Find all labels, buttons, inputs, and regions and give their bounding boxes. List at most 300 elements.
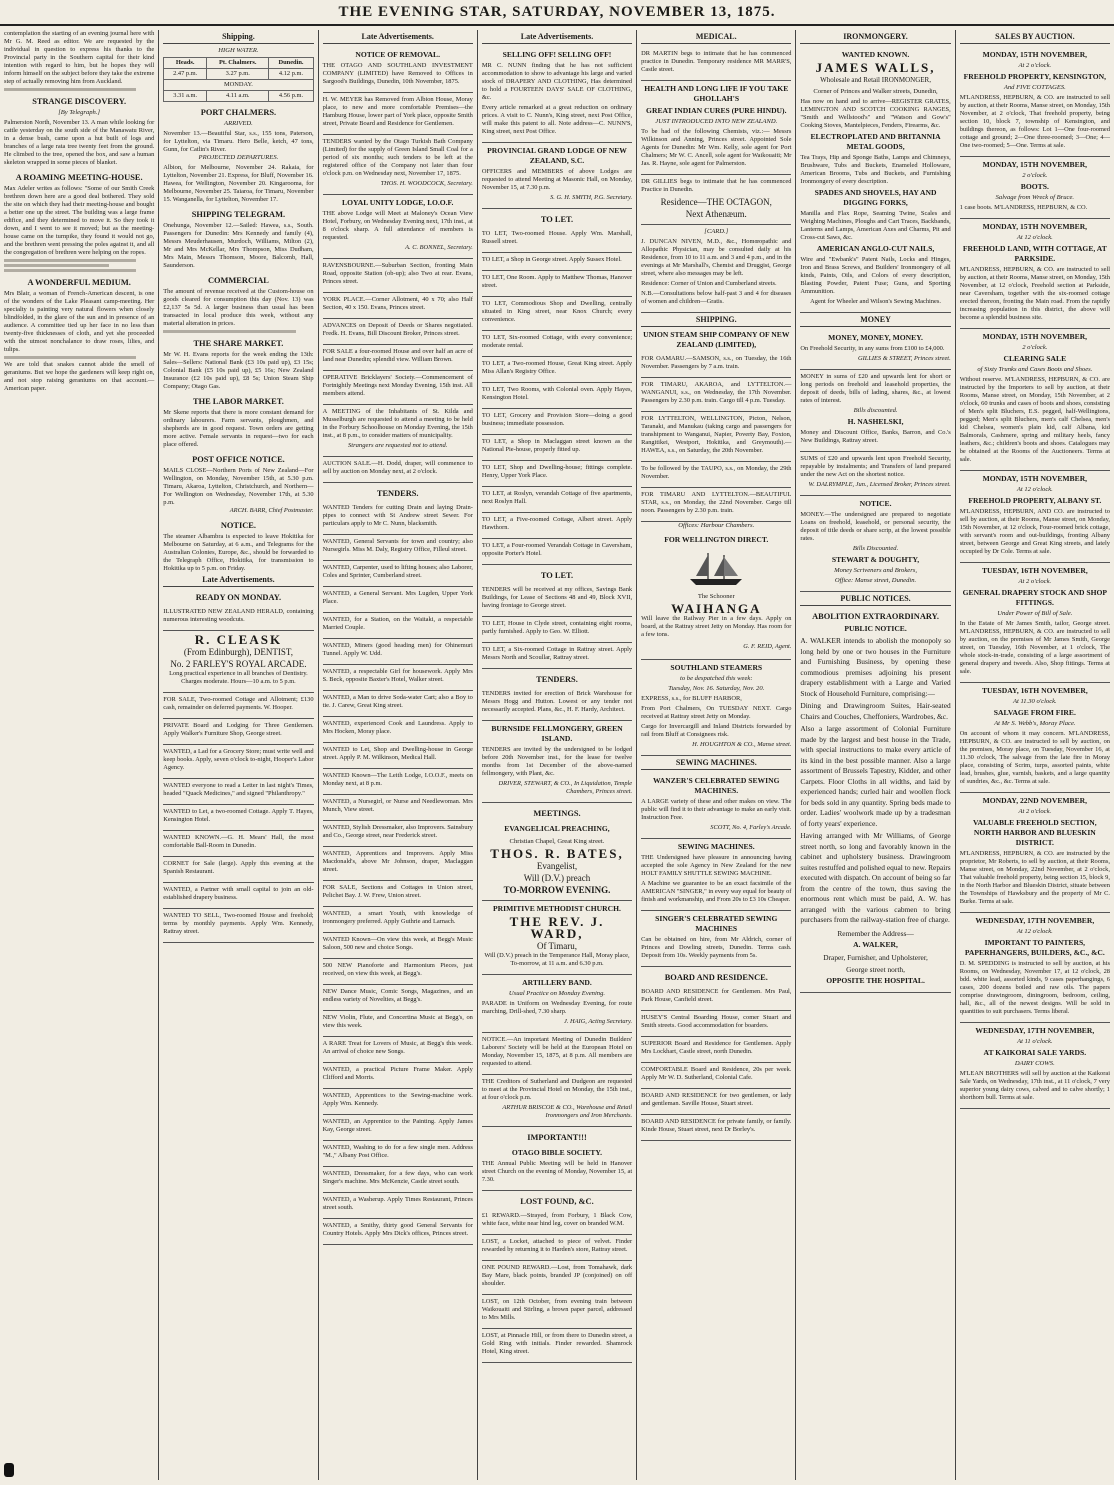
ad-text: ILLUSTRATED NEW ZEALAND HERALD, containing numerous interesting woodcuts. — [163, 608, 314, 623]
classified-ad — [323, 1193, 473, 1219]
classified-ad — [323, 613, 473, 639]
ad-text: TO LET, a Five-roomed Cottage, Albert street. Apply Hawthorn. — [481, 516, 633, 531]
ad-tenders-offices — [482, 583, 632, 617]
to-let-ad — [482, 461, 632, 487]
sale-date: MONDAY, 15TH NOVEMBER, — [982, 50, 1088, 59]
ad-title: WANTED KNOWN. — [841, 50, 910, 59]
wanted-ads-list — [323, 535, 473, 1245]
ad-title: MONEY, MONEY, MONEY. — [828, 333, 923, 342]
ad-text: CORNET for Sale (large). Apply this evening at the Spanish Restaurant. — [163, 860, 314, 875]
board-list — [641, 985, 791, 1141]
to-let-ad — [482, 383, 632, 409]
ad-text: WANTED, an Apprentice to the Painting. Apply James Kay, George street. — [322, 1118, 473, 1133]
sale-sub: At Mr S. Webb's, Moray Place. — [994, 720, 1076, 727]
lost-found-ad — [482, 1209, 632, 1235]
ad-text: Money and Discount Office, Banks, Barron, and Co.'s New Buildings, Rattray street. — [800, 429, 951, 444]
sale-body: M'LEAN BROTHERS will sell by auction at the Kaikorai Sale Yards, on Wednesday, 17th inst., at 11 o'clock, 7 very superior young dairy cows, calved and to calve shortly; 1 shorthorn bull. Terms at sale. — [959, 1070, 1110, 1101]
ironmongery-head: IRONMONGERY. — [800, 30, 950, 44]
ad-text: MR C. NUNN finding that he has not sufficient accommodation to show to advantage his large and varied stock of DRAPERY AND CLOTHING, Has determined to hold a FOURTEEN DAYS' SALE OF CLOTHING, &c. — [481, 62, 633, 101]
ad-title: SELLING OFF! SELLING OFF! — [502, 50, 612, 59]
ad-text: FOR TIMARU AND LYTTELTON.—BEAUTIFUL STAR, s.s., on Monday, the 22nd November. Cargo till noon. Passengers by 2.30 p.m. train. — [641, 491, 792, 514]
ad-text: WANTED, Stylish Dressmaker, also Improvers. Sainsbury and Co., George street, near Frederick street. — [322, 824, 473, 839]
ad-text: TENDERS invited for erection of Brick Warehouse for Messrs Hogg and Hutton. Lowest or any tender not necessarily accepted. Plans, &c., H. F. Hardy, Architect. — [481, 690, 633, 713]
ad-text: AUCTION SALE.—H. Dodd, draper, will commence to sell by auction on Monday next, at 2 o'clock. — [322, 460, 473, 475]
article-strange-discovery: Palmerston North, November 13. A man while looking for cattle yesterday on the south side of the Manawatu River, in a dense bush, came upon a hut built of logs and branches of a large rata tree twenty feet from the ground. He climbed to the tree, opened the box, and saw a human skeleton wrapped in some pieces of blanket. — [4, 119, 155, 166]
ad-meyer — [323, 93, 473, 135]
ad-title: NOTICE OF REMOVAL. — [355, 50, 440, 59]
sale-sub: Under Power of Bill of Sale. — [997, 610, 1073, 617]
sale-body: M'LANDRESS, HEPBURN, & CO. are instructed to sell by auction, at their Rooms, Manse street, on Monday, 15th November, at 12 o'clock, Freehold section at Parkside, near Caversham, together with the six-roomed cottage erected thereon, fronting the Main road. From the rapidly increasing population in this district, the above will become a splendid business site. — [959, 266, 1110, 321]
sales-by-auction-head: SALES BY AUCTION. — [960, 30, 1110, 44]
labour-market-head: THE LABOR MARKET. — [193, 397, 284, 406]
ad-sign: THOS. H. WOODCOCK, Secretary. — [380, 180, 473, 187]
ad-text: ONE POUND REWARD.—Lost, from Tomahawk, dark Bay Mare, black points, branded JP (conjoined) on off shoulder. — [481, 1264, 633, 1287]
ad-text: Has now on hand and to arrive—REGISTER GRATES, LEMINGTON AND SCOTCH COOKING RANGES, "Smith and Wellstood's" and "Watson and Gow's" Cooking Stoves, Mantelpieces, Fenders, Firearms, &c. — [800, 98, 951, 129]
board-ad — [641, 1115, 791, 1141]
classified-ad — [323, 535, 473, 561]
ad-text: PARADE in Uniform on Wednesday Evening, for route marching, Drill-shed, 7.30 sharp. — [481, 1000, 633, 1015]
ad-text: WANTED, a respectable Girl for housework. Apply Mrs S. Beck, opposite Baxter's Hotel, Walker street. — [322, 668, 473, 683]
auction-sale — [960, 683, 1110, 793]
classified-ad — [323, 847, 473, 881]
ad-text: Will leave the Railway Pier in a few days. Apply on board, at the Rattray street Jetty on Monday. Has room for a few tons. — [641, 615, 792, 638]
meetings-head: MEETINGS. — [533, 809, 581, 818]
ad-for-sale — [163, 693, 313, 719]
ad-text: N.B.—Consultations below half-past 3 and 4 for diseases of women and children—Gratis. — [641, 290, 792, 305]
ad-text: WANTED, a Nursegirl, or Nurse and Needlewoman. Mrs Munch, View street. — [322, 798, 473, 813]
ad-meeting-st-kilda — [323, 405, 473, 457]
ad-text: WANTED, a Smithy, thirty good General Servants for Country Hotels. Apply Mrs Dick's offices, Princes street. — [322, 1222, 473, 1237]
ad-text: LOST, a Locket, attached to piece of velvet. Finder rewarded by returning it to Harden's store, Rattray street. — [481, 1238, 633, 1253]
ad-bible-society — [482, 1145, 632, 1191]
ad-builders-laborers — [482, 1033, 632, 1075]
ad-text: THE Undersigned have pleasure in announcing having accepted the sole Agency in New Zealand for the new HOLT FAMILY SHUTTLE SEWING MACHINE. — [641, 854, 792, 877]
classified-ad — [323, 691, 473, 717]
schooner-label: The Schooner — [697, 593, 735, 600]
ad-text: WANTED, a Partner with small capital to join an old-established drapery business. — [163, 886, 314, 901]
post-office-sign: ARCH. BARR, Chief Postmaster. — [229, 507, 314, 514]
sale-title: BOOTS. — [1020, 182, 1049, 191]
sailing-ad — [641, 378, 791, 412]
sale-title: AT KAIKORAI SALE YARDS. — [983, 1048, 1087, 1057]
tide-table — [163, 57, 313, 102]
ad-text: TO LET, a Shop in George street. Apply Sussex Hotel. — [481, 256, 622, 263]
notice-body: The steamer Albambra is expected to leave Hokitika for Melbourne on Saturday, at 6 a.m., and Telegrams for the Australian Colonies, Europe, &c., should be forwarded to the Telegraph Office, Hokitika, for transmission to Hokitika up to 5 p.m. on Friday. — [163, 533, 314, 572]
sale-title: FREEHOLD PROPERTY, KENSINGTON, — [963, 72, 1106, 81]
ad-residence: Residence—THE OCTAGON, — [660, 197, 772, 207]
ad-wellington-direct — [641, 532, 791, 660]
headline-roaming-meeting-house: A ROAMING MEETING-HOUSE. — [15, 173, 143, 182]
ad-title: BURNSIDE FELLMONGERY, GREEN ISLAND. — [491, 724, 623, 743]
ad-artillery-band — [482, 975, 632, 1033]
ad-text: NEW Dance Music, Comic Songs, Magazines, and an endless variety of Novelties, at Begg's. — [322, 988, 473, 1003]
ad-list: Dining and Drawingroom Suites, Hair-seated Chairs and Couches, Cheffoniers, Wardrobes, &c. — [800, 701, 951, 721]
ad-wanted-grocery — [163, 745, 313, 779]
ad-text: A Machine we guarantee to be an exact facsimile of the AMERICAN "SINGER," in every way equal for beauty of finish and workmanship, and From 20s to £3 10s Cheaper. — [641, 880, 792, 903]
ad-selling-off — [482, 47, 632, 143]
tide-cell: 3.31 a.m. — [164, 91, 207, 102]
ad-sign: S. G. H. SMITH, P.G. Secretary. — [550, 194, 633, 201]
to-let-ad — [482, 357, 632, 383]
ad-title: PUBLIC NOTICE. — [844, 624, 907, 633]
ad-james-walls — [800, 47, 950, 313]
commercial-head: COMMERCIAL — [207, 276, 269, 285]
text-rule — [4, 264, 109, 267]
classified-ad — [323, 1167, 473, 1193]
post-office-body: MAILS CLOSE—Northern Ports of New Zealand—For Wellington, on Monday, November 15th, at 5.30 p.m. Timaru, Akaroa, Lyttelton, Christchurch, and Northern—For Wellington on Wednesday, November 17th, at 5.30 p.m. — [163, 467, 314, 506]
page-columns — [0, 30, 1114, 1480]
column-3 — [319, 30, 478, 1480]
ad-text: WANTED TO SELL, Two-roomed House and freehold; terms by monthly payments. Apply Wm. Kennedy, Rattray street. — [163, 912, 314, 935]
classified-ad — [323, 743, 473, 769]
ad-text: Can be obtained on hire, from Mr Aldrich, corner of Princes and Dowling streets, Dunedin. Terms cash. Deposit from 10s. Weekly payments from 5s. — [641, 936, 792, 959]
ad-singers — [641, 911, 791, 967]
article-wonderful-medium: Mrs Blair, a woman of French-American descent, is one of the wonders of the Lake Pleasant camp-meeting. Her specialty is painting very natural flowers when closely blindfolded, in the glare of the sun and in presence of an audience. A committee tied up her face in no less than twenty-five thicknesses of cloth, and yet she proceeded with the utmost nonchalance to draw roses, lilies, and tulips. — [4, 290, 155, 353]
sale-date: MONDAY, 15TH NOVEMBER, — [982, 222, 1088, 231]
union-steam-ship: UNION STEAM SHIP COMPANY OF NEW ZEALAND (LIMITED), — [643, 330, 790, 349]
ad-title: PRIMITIVE METHODIST CHURCH. — [493, 904, 621, 913]
ad-text: WANTED, a Lad for a Grocery Store; must write well and keep books. Apply, seven o'clock to-night, Hooper's Labor Agency. — [163, 748, 314, 771]
classified-ad — [323, 587, 473, 613]
ad-note: Agent for Wheeler and Wilson's Sewing Machines. — [810, 298, 941, 305]
ad-text: Every article remarked at a great reduction on ordinary prices. A visit to C. Nunn's, King street, next Post Office, will make this patent to all. Note address—C. NUNN'S, King street, next Post Office. — [481, 104, 633, 135]
ad-text: WANTED to Let, Shop and Dwelling-house in George street. Apply P. M. Wilkinson, Medical Hall. — [322, 746, 473, 761]
ad-text: A MEETING of the Inhabitants of St. Kilda and Musselburgh are requested to attend a meeting to be held in the Forbury Schoolhouse on Monday Evening, the 15th inst., at 8 p.m., to consider matters of municipality. — [322, 408, 473, 439]
text-rule — [4, 88, 136, 91]
to-let-ad — [482, 539, 632, 565]
ad-money-dalrymple — [800, 452, 950, 496]
to-let-ad — [482, 513, 632, 539]
ad-text: WANTED KNOWN.—G. H. Mears' Hall, the most comfortable Ball-Room in Dunedin. — [163, 834, 314, 849]
ad-text: LOST, at Pinnacle Hill, or from there to Dunedin street, a Gold Ring with initials. Finder rewarded. Shamrock Hotel, King street. — [481, 1332, 633, 1355]
text-rule — [163, 330, 295, 333]
ad-text: TO LET, Grocery and Provision Store—doing a good business; immediate possession. — [481, 412, 633, 427]
sailing-ad — [641, 352, 791, 378]
ad-evangelical — [482, 821, 632, 901]
ad-dr-martin — [641, 47, 791, 81]
ad-title: OTAGO BIBLE SOCIETY. — [511, 1148, 603, 1157]
sale-date: MONDAY, 22ND NOVEMBER, — [982, 796, 1088, 805]
classified-ad — [323, 881, 473, 907]
ad-text: YORK PLACE.—Corner Allotment, 40 x 70; also Half Section, 40 x 150. Evans, Princes street. — [322, 296, 473, 311]
classified-ad — [323, 795, 473, 821]
to-let-ad — [482, 617, 632, 643]
to-let-ad — [482, 253, 632, 271]
classified-ad — [323, 665, 473, 691]
classified-ad — [323, 1063, 473, 1089]
ad-title: H. NASHELSKI, — [847, 417, 904, 426]
ad-card: [CARD.] — [704, 228, 729, 235]
ad-text: THE Creditors of Sutherland and Dudgeon are requested to meet at the Provincial Hotel on Monday, the 15th inst., at four o'clock p.m. — [481, 1078, 633, 1101]
ad-title: AMERICAN ANGLO-CUT NAILS, — [816, 244, 935, 253]
merchant-name: JAMES WALLS, — [815, 60, 936, 75]
ad-burnside — [482, 721, 632, 803]
auction-sale — [960, 329, 1110, 471]
ad-primitive-methodist — [482, 901, 632, 975]
column-5 — [637, 30, 796, 1480]
sale-title: GENERAL DRAPERY STOCK AND SHOP FITTINGS. — [962, 588, 1108, 607]
ad-text: TO LET, a Shop in Maclaggan street known as the National Pie-house, properly fitted up. — [481, 438, 633, 453]
classified-ad — [323, 933, 473, 959]
ink-mark — [4, 1463, 14, 1477]
headline-wonderful-medium: A WONDERFUL MEDIUM. — [27, 278, 131, 287]
sale-title: IMPORTANT TO PAINTERS, PAPERHANGERS, BUILDERS, &C., &C. — [964, 938, 1105, 957]
classified-ad — [323, 769, 473, 795]
labour-market-body: Mr Skene reports that there is more constant demand for ordinary labourers. Farm servants, ploughmen, and shepherds are in good request. Town orders are getting more active. Female servants in request—two for each place offered. — [163, 409, 314, 448]
sale-title: SALVAGE FROM FIRE. — [993, 708, 1076, 717]
column-1 — [0, 30, 159, 1480]
ad-text: Wire and "Ewbank's" Patent Nails, Locks and Hinges, Iron and Brass Screws, and Builders' Ironmongery of all kinds, Paints, Oils, and Colors of every description, Blasting Powder, Patent Fuse; Guns, and Sporting Ammunition. — [800, 256, 951, 295]
ad-provincial-grand-lodge — [482, 143, 632, 209]
ad-note: Strangers are requested not to attend. — [347, 442, 448, 449]
ad-holt-machine — [641, 839, 791, 911]
ad-text: Cargo for Invercargill and Inland Districts forwarded by rail from Bluff at Consignees risk. — [641, 723, 792, 738]
article-roaming-meeting-house: Max Adeler writes as follows: "Some of our Smith Creek brethren down here are a good deal bothered. They sold the site on which they had their meeting-house and bought a better one up the street. The building was a large frame edifice, and they determined to move it. So they took it down, and I went to see it moved; but as the meeting-house came on the turnpike, they found it would not go, and the brethren went pressing the poles against it, and all the congregation of brethren were helping on the ropes. — [4, 185, 155, 256]
lost-found-head: LOST FOUND, &C. — [520, 1197, 594, 1206]
money-head: MONEY — [800, 313, 950, 327]
ad-tenders-turkish-bath — [323, 135, 473, 195]
ad-wanted-letter — [163, 779, 313, 805]
dentist-role: (From Edinburgh), DENTIST, — [183, 647, 293, 657]
byline: [By Telegraph.] — [58, 109, 101, 116]
ad-text: TO LET, a Two-roomed House, Great King street. Apply Miss Allan's Registry Office. — [481, 360, 633, 375]
classified-ad — [323, 1089, 473, 1115]
ad-text: WANTED, experienced Cook and Laundress. Apply to Mrs Hocken, Moray place. — [322, 720, 473, 735]
ad-sign: H. HOUGHTON & CO., Manse street. — [692, 741, 792, 748]
ad-dr-niven — [641, 225, 791, 313]
sale-title: VALUABLE FREEHOLD SECTION, NORTH HARBOR AND BLUESKIN DISTRICT. — [972, 818, 1097, 847]
classified-ad — [323, 1141, 473, 1167]
ad-text: To be had of the following Chemists, viz.:— Messrs Wilkinson and Anning, Princes street. Appointed Sole Agents for Dunedin: Mr Wm. Kelly, sole agent for Port Chalmers; Mr W. C. Ancell, sole agent for Waikouaiti; Mr Jas. R. Hayne, sole agent for Palmerston. — [641, 128, 792, 167]
ad-title: ABOLITION EXTRAORDINARY. — [812, 612, 939, 621]
ad-title: PROVINCIAL GRAND LODGE OF NEW ZEALAND, S.C. — [487, 146, 627, 165]
ad-remember: Remember the Address— — [837, 928, 914, 938]
sale-sub: Salvage from Wreck of Bruce. — [995, 194, 1075, 201]
ad-tenders-brick — [482, 687, 632, 721]
tenders-head: TENDERS. — [536, 675, 578, 684]
sale-date: MONDAY, 15TH NOVEMBER, — [982, 474, 1088, 483]
ad-text: BOARD AND RESIDENCE for two gentlemen, or lady and gentleman. Saville House, Stuart street. — [641, 1092, 792, 1107]
ad-text: FOR LYTTELTON, WELLINGTON, Picton, Nelson, Taranaki, and Manukau (taking cargo and passengers for transhipment to Wanganui, Napier, Poverty Bay, Foxton, Rangitikei, Westport, Hokitika, and Greymouth).—HAWEA, s.s., on Saturday, the 20th November. — [641, 415, 792, 454]
sale-body: D. M. SPEDDING is instructed to sell by auction, at his Rooms, on Wednesday, November 17, at 12 o'clock, 28 bdd. white lead, assorted kinds, 9 cases paperhangings, 6 cases, 200 dozens boiled and raw oils. The papers comprise drawingroom, diningroom, bedroom, ceiling, hall, &c., all of the newest designs. Will be sold in quantities to suit purchasers. Terms liberal. — [959, 960, 1110, 1015]
ad-text: WANTED, Apprentices to the Sewing-machine work. Apply Wm. Kennedy. — [322, 1092, 473, 1107]
ad-text: FOR SALE a four-roomed House and over half an acre of land near Dunedin; splendid view. William Brown. — [322, 348, 473, 363]
sale-date: WEDNESDAY, 17TH NOVEMBER, — [975, 1026, 1095, 1035]
ad-note: Bills discounted. — [853, 407, 898, 414]
sewing-machines-head: SEWING MACHINES. — [641, 756, 791, 770]
public-notices-head: PUBLIC NOTICES. — [800, 592, 950, 606]
ad-title: FOR WELLINGTON DIRECT. — [664, 535, 769, 544]
board-ad — [641, 1063, 791, 1089]
sale-time: At 12 o'clock. — [1016, 928, 1053, 935]
ad-dr-gillies — [641, 175, 791, 225]
ad-title: EVANGELICAL PREACHING, — [504, 824, 610, 833]
ad-title: GREAT INDIAN CURES (PURE HINDU). — [646, 106, 787, 115]
tide-caption: HIGH WATER. — [218, 47, 259, 54]
sale-time: At 2 o'clock. — [1018, 578, 1052, 585]
ad-sub: Christian Chapel, Great King street. — [509, 838, 605, 845]
sale-time: 2 o'clock. — [1022, 344, 1048, 351]
ad-sign: DRIVER, STEWART, & CO., In Liquidation, Temple Chambers, Princes street. — [498, 780, 633, 795]
ad-text: From Port Chalmers, On TUESDAY NEXT. Cargo received at Rattray street Jetty on Monday. — [641, 705, 792, 720]
sale-date: MONDAY, 15TH NOVEMBER, — [982, 332, 1088, 341]
dentist-name: R. CLEASK — [194, 632, 283, 647]
sale-time: 2 o'clock. — [1022, 172, 1048, 179]
ad-text: OPERATIVE Bricklayers' Society.—Commencement of Fortnightly Meetings next Monday Evening, 15th inst. All members attend. — [322, 374, 473, 397]
classified-ad — [323, 959, 473, 985]
sailings-list — [641, 352, 791, 522]
ad-ghollah — [641, 81, 791, 175]
ad-times: Tuesday, Nov. 16. Saturday, Nov. 20. — [668, 685, 765, 692]
ad-sign: W. DALRYMPLE, Jun., Licensed Broker, Princes street. — [808, 481, 951, 488]
ad-next: Next Athenæum. — [685, 209, 747, 219]
tide-col-dunedin: Dunedin. — [269, 58, 313, 69]
ad-text: LOST, on 12th October, from evening train between Waikouaiti and Stirling, a brown paper parcel, addressed to Mrs Mills. — [481, 1298, 633, 1321]
ad-text: THE Annual Public Meeting will be held in Hanover street Church on the evening of Monday, November 15, at 7.30. — [481, 1160, 633, 1183]
ad-text: TO LET, Six-roomed Cottage, with every convenience; moderate rental. — [481, 334, 633, 349]
ad-text: A. WALKER intends to abolish the monopoly so long held by one or two houses in the Furniture and Furnishing Business, by opening these commodious premises adjoining his present drapery establishment with a Large and Varied Stock of Household Furniture, comprising:— — [800, 636, 951, 698]
ad-text: Manilla and Flax Rope, Seaming Twine, Scales and Weighing Machines, Ploughs and Cart Traces, Backbands, Lanterns and Lamps, American Axes and Charms, Pit and Cross-cut Saws, &c. — [800, 210, 951, 241]
ad-text: TENDERS will be received at my offices, Savings Bank Buildings, for Lease of Sections 48 and 49, Block XVII, having frontage to George street. — [481, 586, 633, 609]
ad-text: MONEY in sums of £20 and upwards lent for short or long periods on freehold and leasehold properties, the deposit of deeds, bills of lading, shares, &c., at lowest rates of interest. — [800, 373, 951, 404]
ad-wanted-let — [163, 805, 313, 831]
ad-title: HEALTH AND LONG LIFE IF YOU TAKE GHOLLAH'S — [644, 84, 789, 103]
ad-text: ADVANCES on Deposit of Deeds or Shares negotiated. Fredk. H. Evans, Bill Discount Broker, Princes street. — [322, 322, 473, 337]
lost-found-ad — [482, 1261, 632, 1295]
ad-southland-steamers — [641, 660, 791, 756]
notice-head: NOTICE. — [220, 521, 256, 530]
ad-text: SUMS of £20 and upwards lent upon Freehold Security, repayable by instalments; and Transfers of land prepared under the new Act on the shortest notice. — [800, 455, 951, 478]
ad-text: £1 REWARD.—Strayed, from Forbury, 1 Black Cow, white face, white near hind leg, cover on branded W.M. — [481, 1212, 633, 1227]
tide-cell: 4.11 a.m. — [207, 91, 269, 102]
board-ad — [641, 1011, 791, 1037]
ad-title: LOYAL UNITY LODGE, I.O.O.F. — [342, 198, 454, 207]
ad-role: Money Scriveners and Brokers, — [834, 567, 917, 574]
classified-ad — [323, 561, 473, 587]
ad-text: J. DUNCAN NIVEN, M.D., &c., Homœopathic and Allopathic Physician, may be consulted daily at his Residence, from 10 to 11 a.m. and 3 and 4 p.m., and in the evenings at Mr Marshall's, Chemist and Druggist, George street, where also messages may be left. — [641, 238, 792, 277]
ad-title: NOTICE. — [859, 499, 892, 508]
ad-address: Office: Manse street, Dunedin. — [834, 577, 917, 584]
ad-text: HUSEY'S Central Boarding House, comer Stuart and Smith streets. Good accommodation for boarders. — [641, 1014, 792, 1029]
sale-time: At 2 o'clock. — [1018, 808, 1052, 815]
ad-text: WANTED Known—On view this week, at Begg's Music Saloon, 500 new and choice Songs. — [322, 936, 473, 951]
ad-sign: A. C. BONNEL, Secretary. — [405, 244, 473, 251]
ready-monday: READY ON MONDAY. — [195, 593, 282, 602]
projected-head: PROJECTED DEPARTURES. — [198, 154, 279, 161]
ad-text: TO LET, Commodious Shop and Dwelling, centrally situated in King street, near Knox Church; every convenience. — [481, 300, 633, 323]
tide-sub: MONDAY. — [164, 80, 313, 91]
ad-walker-furniture — [800, 609, 950, 993]
ad-text: TO LET, Two-roomed House. Apply Wm. Marshall, Russell street. — [481, 230, 633, 245]
sale-date: TUESDAY, 16TH NOVEMBER, — [981, 686, 1088, 695]
projected-body: Albion, for Melbourne, November 24. Rakaia, for Lyttelton, November 21. Express, for Bluff, November 16. Hawea, for Wellington, November 20. Kingarooma, for Melbourne, November 25. Taiaroa, for Timaru, November 15. Wanganella, for Lyttelton, November 17. — [163, 164, 314, 203]
column-2 — [159, 30, 318, 1480]
ad-opposite: OPPOSITE THE HOSPITAL. — [826, 975, 925, 985]
preacher-role: Evangelist, — [536, 861, 578, 871]
ad-text: WANTED, a Washerup. Apply Times Restaurant, Princes street south. — [322, 1196, 473, 1211]
ad-removal — [323, 47, 473, 93]
ad-sale-house — [323, 345, 473, 371]
ad-text: Usual Practice on Monday Evening. — [508, 990, 606, 997]
ad-sign: G. F. REID, Agent. — [743, 643, 792, 650]
ad-text: FOR OAMARU.—SAMSON, s.s., on Tuesday, the 16th November. Passengers by 7 a.m. train. — [641, 355, 792, 370]
auction-sale — [960, 563, 1110, 683]
ad-sell-house — [163, 909, 313, 943]
board-residence-head: BOARD AND RESIDENCE. — [664, 973, 768, 982]
auction-sale — [960, 471, 1110, 563]
tide-col-port-chalmers: Pt. Chalmers. — [207, 58, 269, 69]
sale-title: CLEARING SALE — [1003, 354, 1067, 363]
column-6 — [796, 30, 955, 1480]
ad-text: NEW Violin, Flute, and Concertina Music at Begg's, on view this week. — [322, 1014, 473, 1029]
preacher-name: THOS. R. BATES, — [490, 846, 624, 861]
sale-sub: of Sixty Trunks and Cases Boots and Shoes. — [977, 366, 1093, 373]
ad-text: OFFICERS and MEMBERS of above Lodges are requested to attend Meeting at Masonic Hall, on Monday, November 15, at 7.30 p.m. — [481, 168, 633, 191]
sale-date: TUESDAY, 16TH NOVEMBER, — [981, 566, 1088, 575]
ad-text: SUPERIOR Board and Residence for Gentlemen. Apply Mrs Lockhart, Castle street, north Dunedin. — [641, 1040, 792, 1055]
post-office-head: POST OFFICE NOTICE. — [192, 455, 285, 464]
classified-ad — [323, 639, 473, 665]
to-let-head-2: TO LET. — [540, 571, 574, 580]
ad-text: 500 NEW Pianoforte and Harmonium Pieces, just received, on view this week, at Begg's. — [322, 962, 473, 977]
ad-text: TO LET, House in Clyde street, containing eight rooms, partly furnished. Apply to Geo. W. Elliott. — [481, 620, 633, 635]
sale-body: M'LANDRESS, HEPBURN, AND CO. are instructed to sell by auction, at their Rooms, Manse street, on Monday, 15th November, at 12 o'clock, Four-roomed brick cottage, with servant's room and out-buildings, fronting Albany street, between George and Great King streets, and lately occupied by Dr Cole. Terms at sale. — [959, 508, 1110, 555]
ad-sign: SCOTT, No. 4, Farley's Arcade. — [710, 824, 792, 831]
text-rule — [4, 356, 136, 359]
auction-sale — [960, 219, 1110, 329]
ad-text: WANTED, Apprentices and Improvers. Apply Miss Macdonald's, above Mr Johnson, draper, Maclaggan street. — [322, 850, 473, 873]
ad-money-nashelski — [800, 370, 950, 452]
ad-text: MONEY.—The undersigned are prepared to negotiate Loans on freehold, leasehold, or personal security, the deposit of title deeds or share scrip, at the lowest possible rates. — [800, 511, 951, 542]
ad-text: WANTED everyone to read a Letter in last night's Times, headed "Quack Medicines," and signed "Philanthropy." — [163, 782, 314, 797]
sale-body: M'LANDRESS, HEPBURN, & CO. are instructed to sell by auction, at their Rooms, Manse street, on Monday, 15th November, at 2 o'clock, That freehold property, being section 10, block 7, township of Kensington, and buildings thereon, as follows: Lot 1—One four-roomed cottage and ground; 2—One three-roomed; 3—One; 4—One two-roomed; 5—One. Terms at sale. — [959, 94, 1110, 149]
ad-text: WANTED, for a Station, on the Waitaki, a respectable Married Couple. — [322, 616, 473, 631]
ad-auction-dodd — [323, 457, 473, 483]
dentist-address: No. 2 FARLEY'S ROYAL ARCADE. — [170, 659, 307, 669]
ad-text: Also a large assortment of Colonial Furniture made by the largest and best house in the Trade, with special instructions to make every article of its kind in the best possible manner. Also a large assortment of Brussels Tapestry, Kidder, and other Carpets. Floor Cloths in all widths, and laid by experienced hands; curled hair and woollen flock for beds sold in any quantity. Spring beds made to order. Ladies' woolwork made up by a tradesman of forty years' experience. — [800, 724, 951, 828]
ad-text: To be followed by the TAUPO, s.s., on Monday, the 29th November. — [641, 465, 792, 480]
ad-sign: ARTHUR BRISCOE & CO., Warehouse and Retail Ironmongers and Iron Merchants. — [502, 1104, 633, 1119]
classified-ad — [323, 821, 473, 847]
sale-body: Without reserve. M'LANDRESS, HEPBURN, & CO. are instructed by the Importers to sell by auction, at their Rooms, Manse street, on Monday, 15th November, at 2 o'clock, 60 trunks and cases of boots and shoes, consisting of Men's split Bluchers, E.S. pegged, half-Wellingtons, pegged; Men's split Bluchers, men's calf Chelsea, men's kid Chelsea, women's plain kid, calf Albana, kid Balmorals, Cashmere, spring and military heels, fancy leathers, &c.; children's boots and shoes. Catalogues may be obtained at the Rooms of the Auctioneers. Terms at sale. — [959, 376, 1110, 463]
ad-text: WANTED, a smart Youth, with knowledge of ironmongery preferred. Apply Guthrie and Larnach. — [322, 910, 473, 925]
offices: Offices: Harbour Chambers. — [678, 522, 755, 529]
intro-paragraph: contemplation the starting of an evening journal here with Mr G. M. Reed as editor. We are requested by the individual in question to express his thanks to the Provincial party in the Southern capital for their kind intention with regard to him, but he hopes they will inform himself on the subject before they take the extreme step of actually removing him from Auckland. — [4, 30, 155, 85]
tide-cell: 4.12 p.m. — [269, 69, 313, 80]
sale-sub: DAIRY COWS. — [1014, 1060, 1055, 1067]
ad-text: TO LET, a Four-roomed Verandah Cottage in Caversham, opposite Porter's Hotel. — [481, 542, 633, 557]
to-let-ad — [482, 435, 632, 461]
section-shipping: Shipping. — [163, 30, 313, 44]
ad-text: TENDERS are invited by the undersigned to be lodged before 20th November inst., for the lease for twelve months from 1st December of the above-named fellmongery, with Plant, &c. — [481, 746, 633, 777]
ship-name: WAIHANGA — [671, 601, 762, 616]
ad-text: THE above Lodge will Meet at Maloney's Ocean View Hotel, Forbury, on Wednesday Evening next, 17th inst., at 8 o'clock sharp. A full attendance of members is requested. — [322, 210, 473, 241]
ad-text: THE OTAGO AND SOUTHLAND INVESTMENT COMPANY (LIMITED) have Removed to Offices in Sargood's Buildings, Dunedin, 10th November, 1875. — [322, 62, 473, 85]
ad-text: FOR TIMARU, AKAROA, and LYTTELTON.—WANGANUI, s.s., on Wednesday, the 17th November. Passengers by 2.30 p.m. train. Cargo till 4 p.m. Tuesday. — [641, 381, 792, 404]
ad-title: SINGER'S CELEBRATED SEWING MACHINES — [655, 914, 778, 933]
preacher-when: TO-MORROW EVENING. — [503, 885, 611, 895]
ad-tender-drain — [323, 501, 473, 535]
sale-time: At 11.30 o'clock. — [1012, 698, 1057, 705]
tide-cell: 2.47 p.m. — [164, 69, 207, 80]
ad-private-board — [163, 719, 313, 745]
auction-sale — [960, 157, 1110, 219]
ad-text: WANTED, Carpenter, used to lifting houses; also Laborer, Coles and Sprinter, Cumberland street. — [322, 564, 473, 579]
text-rule — [4, 259, 136, 262]
schooner-illustration — [656, 548, 776, 588]
ad-role: Draper, Furnisher, and Upholsterer, — [823, 952, 928, 962]
board-ad — [641, 1037, 791, 1063]
